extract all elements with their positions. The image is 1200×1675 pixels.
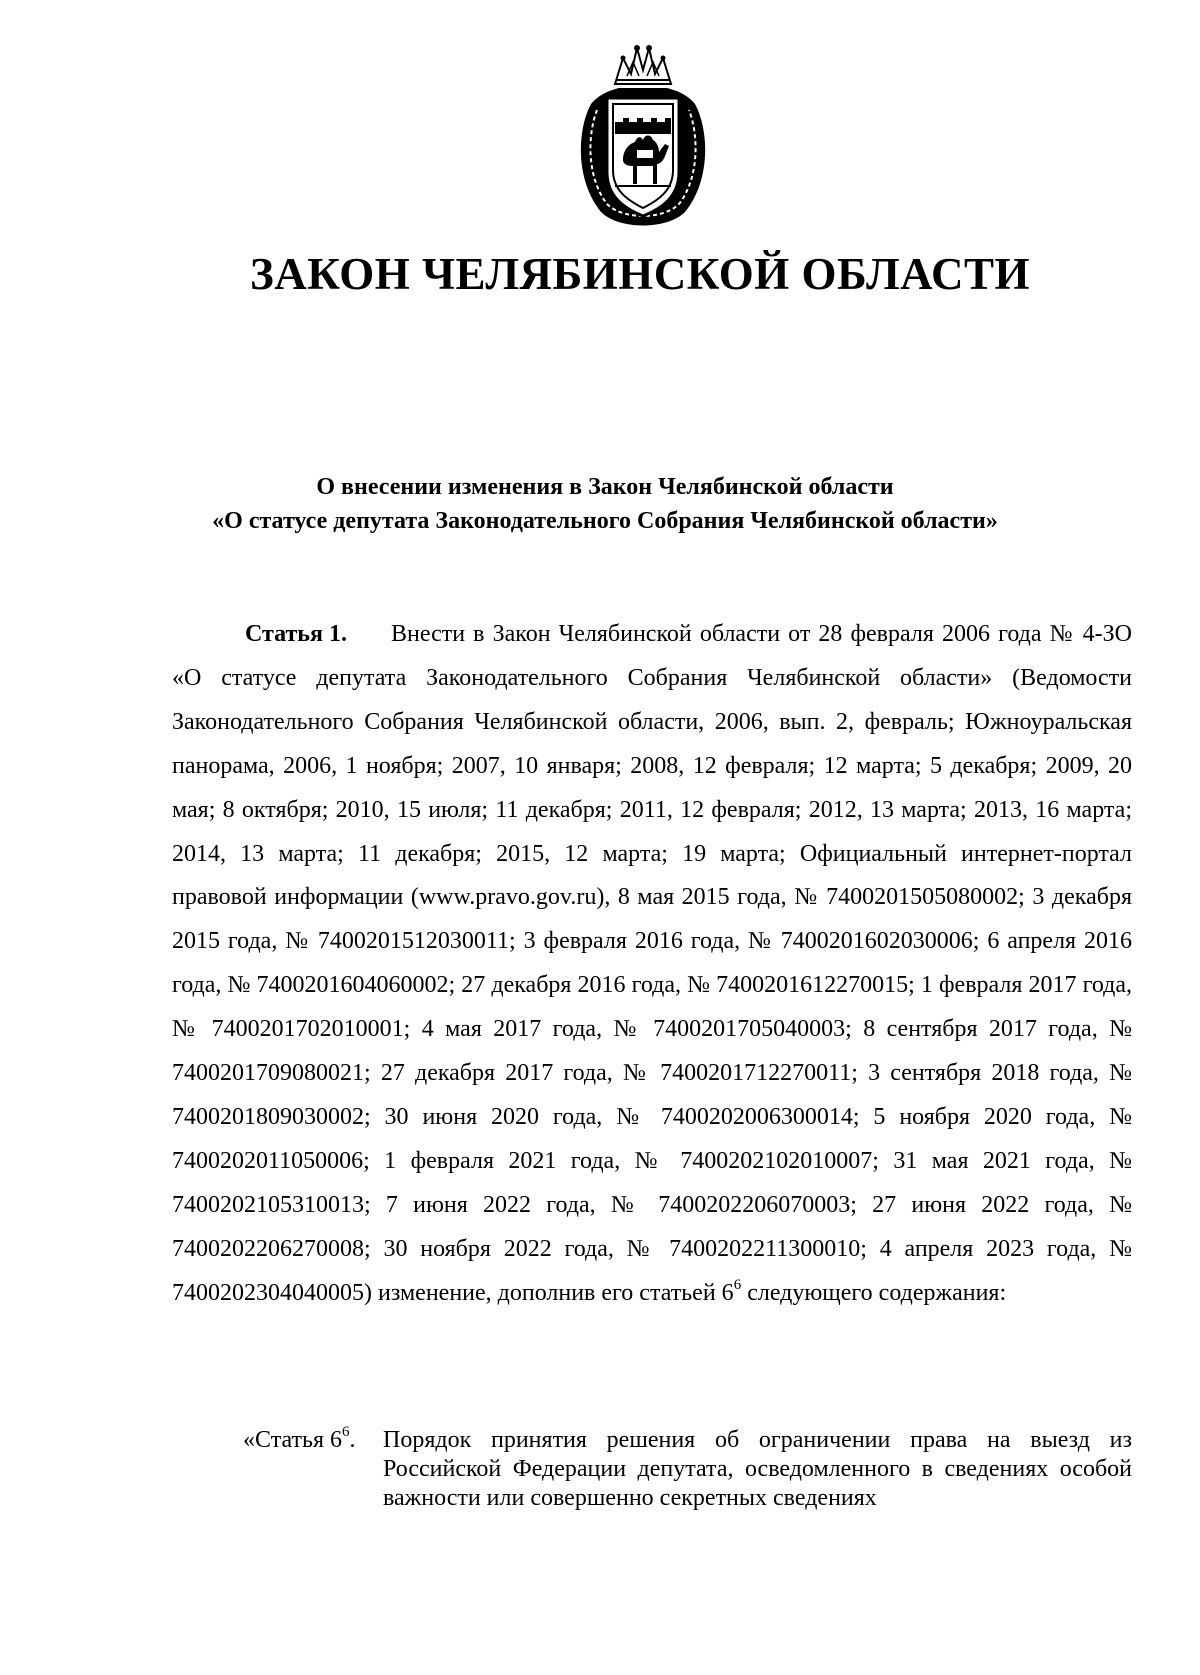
- article-1-paragraph: [172, 613, 1132, 1316]
- article-1-text: Внести в Закон Челябинской области от 28 февраля 2006 года № 4-ЗО «О статусе депутата Законодательного Собрания Челябинской области» (Ведомости Законодательного Собрания Челябинской области, 2006, вып. 2, февраль; Южноуральская панорама, 2006, 1 ноября; 2007, 10 января; 2008, 12 февраля; 12 марта; 5 декабря; 2009, 20 мая; 8 октября; 2010, 15 июля; 11 декабря; 2011, 12 февраля; 2012, 13 марта; 2013, 16 марта; 2014, 13 марта; 11 декабря; 2015, 12 марта; 19 марта; Официальный интернет-портал правовой информации (www.pravo.gov.ru), 8 мая 2015 года, № 7400201505080002; 3 декабря 2015 года, № 7400201512030011; 3 февраля 2016 года, № 7400201602030006; 6 апреля 2016 года, № 7400201604060002; 27 декабря 2016 года, № 7400201612270015; 1 февраля 2017 года, № 7400201702010001; 4 мая 2017 года, № 7400201705040003; 8 сентября 2017 года, № 7400201709080021; 27 декабря 2017 года, № 7400201712270011; 3 сентября 2018 года, № 7400201809030002; 30 июня 2020 года, № 7400202006300014; 5 ноября 2020 года, № 7400202011050006; 1 февраля 2021 года, № 7400202102010007; 31 мая 2021 года, № 7400202105310013; 7 июня 2022 года, № 7400202206070003; 27 июня 2022 года, № 7400202206270008; 30 ноября 2022 года, № 7400202211300010; 4 апреля 2023 года, № 7400202304040005) изменение, дополнив его статьей 6: [172, 621, 1132, 1306]
- article-6-6-label-dot: .: [349, 1427, 356, 1453]
- article-1-tail: следующего содержания:: [741, 1279, 1007, 1306]
- article-1: [172, 613, 1132, 1316]
- article-6-6-label-text: «Статья 6: [243, 1427, 342, 1453]
- article-6-6-label-superscript: 6: [341, 1424, 350, 1440]
- article-1-label: Статья 1.: [245, 621, 347, 647]
- article-6-6-heading: [243, 1426, 1132, 1513]
- document-title: ЗАКОН ЧЕЛЯБИНСКОЙ ОБЛАСТИ: [250, 249, 1030, 299]
- article-1-superscript: 6: [733, 1276, 742, 1293]
- subtitle-line-1: О внесении изменения в Закон Челябинской области: [316, 474, 894, 500]
- coat-of-arms-icon: [571, 40, 715, 234]
- article-6-6-text: Порядок принятия решения об ограничении права на выезд из Российской Федерации депутата, осведомленного в сведениях особой важности или совершенно секретных сведениях: [383, 1427, 1132, 1511]
- subtitle-line-2: «О статусе депутата Законодательного Собрания Челябинской области»: [212, 508, 998, 534]
- document-subtitle: [0, 470, 1200, 538]
- article-6-6-label: [243, 1426, 355, 1455]
